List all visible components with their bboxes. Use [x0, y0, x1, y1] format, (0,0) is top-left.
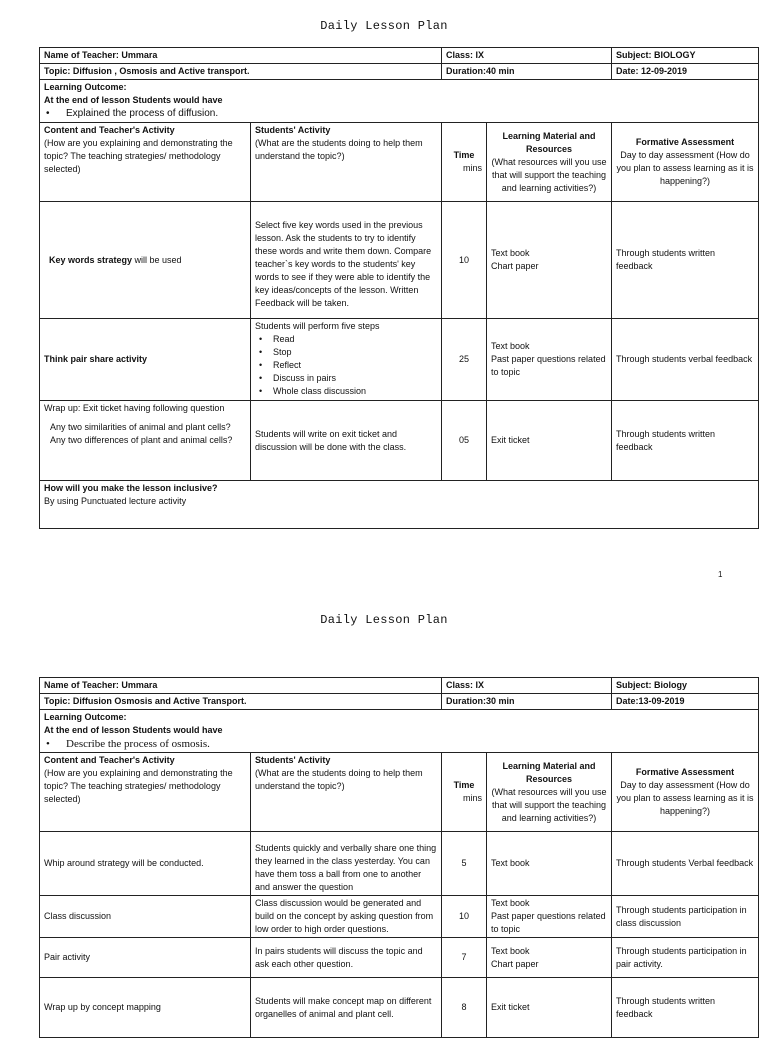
header-material-desc: (What resources will you use that will support the teaching and learning activities?): [491, 156, 607, 193]
strategy-rest: will be used: [132, 254, 182, 265]
time-cell: 7: [442, 938, 487, 978]
time-cell: 5: [442, 832, 487, 896]
page1-lesson-plan-table: [39, 47, 759, 529]
class-label: Class: IX: [442, 678, 612, 694]
material-cell: Exit ticket: [487, 401, 612, 481]
header-material: [487, 123, 612, 202]
step-label: Discuss in pairs: [273, 373, 337, 383]
header-content-desc: (How are you explaining and demonstrating the topic? The teaching strategies/ methodology selected): [44, 768, 233, 804]
time-cell: 8: [442, 978, 487, 1038]
material-item: Past paper questions related to topic: [491, 911, 606, 934]
learning-outcome: [40, 80, 759, 123]
students-cell: Class discussion would be generated and build on the concept by asking question from low order to high order questions.: [251, 896, 442, 938]
bullet-icon: •: [259, 360, 263, 370]
duration-label: Duration:40 min: [442, 64, 612, 80]
bullet-icon: •: [259, 334, 263, 344]
header-material-desc: (What resources will you use that will support the teaching and learning activities?): [491, 786, 607, 823]
material-item: Text book: [491, 341, 530, 351]
header-material: [487, 753, 612, 832]
content-cell: [40, 401, 251, 481]
content-cell: Whip around strategy will be conducted.: [40, 832, 251, 896]
list-item: [255, 385, 437, 398]
assessment-cell: Through students written feedback: [612, 202, 759, 319]
list-item: [255, 372, 437, 385]
assessment-cell: Through students participation in class discussion: [612, 896, 759, 938]
date-label: Date:13-09-2019: [612, 694, 759, 710]
assessment-cell: Through students written feedback: [612, 401, 759, 481]
list-item: [255, 333, 437, 346]
learning-outcome-label: Learning Outcome:: [44, 712, 127, 722]
header-time-title: Time: [453, 150, 475, 160]
material-cell: Text book: [487, 832, 612, 896]
material-item: Text book: [491, 945, 530, 956]
page2-lesson-plan-table: [39, 677, 759, 1038]
learning-outcome-item: Explained the process of diffusion.: [66, 108, 219, 119]
students-intro: Students will perform five steps: [255, 321, 380, 331]
table-row: [40, 896, 759, 938]
bullet-icon: •: [259, 347, 263, 357]
table-row: [40, 202, 759, 319]
material-item: Past paper questions related to topic: [491, 354, 606, 377]
learning-outcome-label: Learning Outcome:: [44, 82, 127, 92]
subject-label: Subject: Biology: [612, 678, 759, 694]
table-row: [40, 319, 759, 401]
inclusive-section: [40, 481, 759, 529]
list-item: [255, 346, 437, 359]
header-content-desc: (How are you explaining and demonstrating the topic? The teaching strategies/ methodology selected): [44, 138, 233, 174]
material-cell: [487, 896, 612, 938]
material-cell: [487, 202, 612, 319]
students-cell: Select five key words used in the previous lesson. Ask the students to try to identify these words and write them down. Compare teacher`s key words to the students' key words to see if they were able to identify the key ideas/concepts of the lesson. Written Feedback will be taken.: [251, 202, 442, 319]
step-label: Read: [273, 334, 295, 344]
question-item: Any two similarities of animal and plant cells?: [50, 422, 231, 432]
inclusive-answer: By using Punctuated lecture activity: [44, 496, 187, 506]
assessment-cell: Through students Verbal feedback: [612, 832, 759, 896]
bullet-icon: •: [259, 386, 263, 396]
header-content-title: Content and Teacher's Activity: [44, 125, 175, 135]
material-item: Chart paper: [491, 958, 539, 969]
header-assessment: [612, 753, 759, 832]
strategy-name: Key words strategy: [49, 254, 133, 265]
content-cell: Class discussion: [40, 896, 251, 938]
time-cell: 10: [442, 896, 487, 938]
step-label: Reflect: [273, 360, 302, 370]
content-cell: Wrap up by concept mapping: [40, 978, 251, 1038]
header-content-teacher: [40, 753, 251, 832]
date-label: Date: 12-09-2019: [612, 64, 759, 80]
header-material-title: Learning Material and Resources: [502, 760, 596, 784]
content-cell: [40, 202, 251, 319]
subject-label: Subject: BIOLOGY: [612, 48, 759, 64]
assessment-cell: Through students participation in pair activity.: [612, 938, 759, 978]
bullet-icon: •: [46, 738, 50, 750]
list-item: [255, 359, 437, 372]
time-cell: 25: [442, 319, 487, 401]
material-item: Text book: [491, 248, 530, 258]
teacher-name: Name of Teacher: Ummara: [40, 48, 442, 64]
students-cell: Students quickly and verbally share one thing they learned in the class yesterday. You can have them toss a ball from one to another and answer the question: [251, 832, 442, 896]
header-time: [442, 123, 487, 202]
time-cell: 05: [442, 401, 487, 481]
header-students-desc: (What are the students doing to help them understand the topic?): [255, 768, 423, 791]
header-assessment-title: Formative Assessment: [635, 767, 735, 777]
header-students-title: Students' Activity: [255, 755, 331, 765]
material-cell: [487, 319, 612, 401]
teacher-name: Name of Teacher: Ummara: [40, 678, 442, 694]
header-students-desc: (What are the students doing to help them understand the topic?): [255, 138, 423, 161]
learning-outcome-intro: At the end of lesson Students would have: [44, 95, 223, 105]
learning-outcome-item: Describe the process of osmosis.: [66, 738, 210, 750]
table-row: [40, 401, 759, 481]
learning-outcome: [40, 710, 759, 753]
table-row: [40, 832, 759, 896]
material-cell: [487, 938, 612, 978]
topic-label: Topic: Diffusion Osmosis and Active Transport.: [40, 694, 442, 710]
header-students-title: Students' Activity: [255, 125, 331, 135]
wrap-up-title: Wrap up: Exit ticket having following question: [44, 403, 225, 413]
students-cell: [251, 319, 442, 401]
time-cell: 10: [442, 202, 487, 319]
assessment-cell: Through students verbal feedback: [612, 319, 759, 401]
header-assessment-title: Formative Assessment: [635, 137, 735, 147]
material-item: Chart paper: [491, 261, 539, 271]
page1-title: Daily Lesson Plan: [320, 19, 448, 33]
material-cell: Exit ticket: [487, 978, 612, 1038]
bullet-icon: •: [46, 108, 50, 119]
step-label: Stop: [273, 347, 292, 357]
students-cell: Students will write on exit ticket and discussion will be done with the class.: [251, 401, 442, 481]
header-content-teacher: [40, 123, 251, 202]
students-cell: Students will make concept map on different organelles of animal and plant cell.: [251, 978, 442, 1038]
page2-title: Daily Lesson Plan: [320, 613, 448, 627]
duration-label: Duration:30 min: [442, 694, 612, 710]
page-number: 1: [718, 570, 723, 579]
header-students-activity: [251, 123, 442, 202]
step-label: Whole class discussion: [273, 386, 367, 396]
table-row: [40, 938, 759, 978]
header-students-activity: [251, 753, 442, 832]
header-content-title: Content and Teacher's Activity: [44, 755, 175, 765]
header-assessment-desc: Day to day assessment (How do you plan to assess learning as it is happening?): [616, 780, 754, 816]
inclusive-question: How will you make the lesson inclusive?: [44, 483, 218, 493]
header-time: [442, 753, 487, 832]
learning-outcome-intro: At the end of lesson Students would have: [44, 725, 223, 735]
topic-label: Topic: Diffusion , Osmosis and Active transport.: [40, 64, 442, 80]
header-time-unit: mins: [462, 793, 482, 803]
header-assessment-desc: Day to day assessment (How do you plan to assess learning as it is happening?): [616, 150, 754, 186]
students-cell: In pairs students will discuss the topic and ask each other question.: [251, 938, 442, 978]
header-assessment: [612, 123, 759, 202]
question-item: Any two differences of plant and animal cells?: [50, 435, 233, 445]
content-cell: Think pair share activity: [40, 319, 251, 401]
header-time-title: Time: [453, 780, 475, 790]
bullet-icon: •: [259, 373, 263, 383]
header-time-unit: mins: [462, 163, 482, 173]
material-item: Text book: [491, 898, 530, 908]
class-label: Class: IX: [442, 48, 612, 64]
header-material-title: Learning Material and Resources: [502, 130, 596, 154]
steps-list: [255, 333, 437, 398]
table-row: [40, 978, 759, 1038]
content-cell: Pair activity: [40, 938, 251, 978]
assessment-cell: Through students written feedback: [612, 978, 759, 1038]
